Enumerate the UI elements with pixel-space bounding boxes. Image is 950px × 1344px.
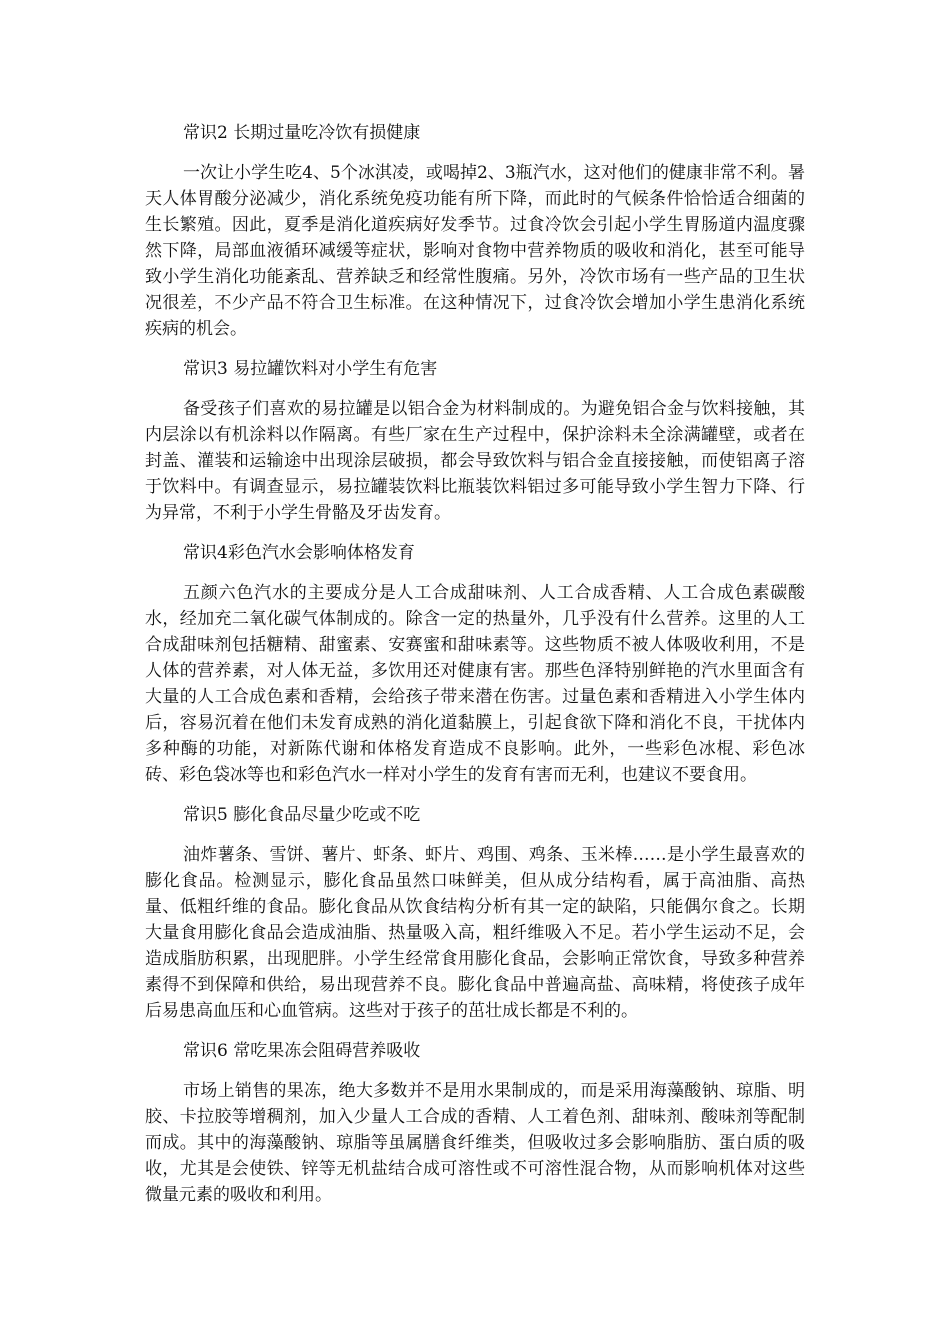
section-3: [145, 356, 805, 526]
document-page: [145, 120, 805, 1222]
section-heading: 常识5 膨化食品尽量少吃或不吃: [183, 805, 421, 825]
section-paragraph: 市场上销售的果冻，绝大多数并不是用水果制成的，而是采用海藻酸钠、琼脂、明胶、卡拉胶等增稠剂，加入少量人工合成的香精、人工着色剂、甜味剂、酸味剂等配制而成。其中的海藻酸钠、琼脂等虽属膳食纤维类，但吸收过多会影响脂肪、蛋白质的吸收，尤其是会使铁、锌等无机盐结合成可溶性或不可溶性混合物，从而影响机体对这些微量元素的吸收和利用。: [145, 1081, 805, 1205]
section-6: [145, 1038, 805, 1208]
section-4: [145, 540, 805, 788]
section-paragraph: 五颜六色汽水的主要成分是人工合成甜味剂、人工合成香精、人工合成色素碳酸水，经加充二氧化碳气体制成的。除含一定的热量外，几乎没有什么营养。这里的人工合成甜味剂包括糖精、甜蜜素、安赛蜜和甜味素等。这些物质不被人体吸收利用，不是人体的营养素，对人体无益，多饮用还对健康有害。那些色泽特别鲜艳的汽水里面含有大量的人工合成色素和香精，会给孩子带来潜在伤害。过量色素和香精进入小学生体内后，容易沉着在他们未发育成熟的消化道黏膜上，引起食欲下降和消化不良，干扰体内多种酶的功能，对新陈代谢和体格发育造成不良影响。此外，一些彩色冰棍、彩色冰砖、彩色袋冰等也和彩色汽水一样对小学生的发育有害而无利，也建议不要食用。: [145, 583, 805, 785]
section-heading: 常识6 常吃果冻会阻碍营养吸收: [183, 1041, 421, 1061]
section-paragraph: 一次让小学生吃4、5个冰淇凌，或喝掉2、3瓶汽水，这对他们的健康非常不利。暑天人体胃酸分泌减少，消化系统免疫功能有所下降，而此时的气候条件恰恰适合细菌的生长繁殖。因此，夏季是消化道疾病好发季节。过食冷饮会引起小学生胃肠道内温度骤然下降，局部血液循环减缓等症状，影响对食物中营养物质的吸收和消化，甚至可能导致小学生消化功能紊乱、营养缺乏和经常性腹痛。另外，冷饮市场有一些产品的卫生状况很差，不少产品不符合卫生标准。在这种情况下，过食冷饮会增加小学生患消化系统疾病的机会。: [145, 163, 805, 339]
section-heading: 常识2 长期过量吃冷饮有损健康: [183, 123, 421, 143]
section-5: [145, 802, 805, 1024]
section-paragraph: 备受孩子们喜欢的易拉罐是以铝合金为材料制成的。为避免铝合金与饮料接触，其内层涂以有机涂料以作隔离。有些厂家在生产过程中，保护涂料未全涂满罐壁，或者在封盖、灌装和运输途中出现涂层破损，都会导致饮料与铝合金直接接触，而使铝离子溶于饮料中。有调查显示，易拉罐装饮料比瓶装饮料铝过多可能导致小学生智力下降、行为异常，不利于小学生骨骼及牙齿发育。: [145, 399, 805, 523]
section-paragraph: 油炸薯条、雪饼、薯片、虾条、虾片、鸡围、鸡条、玉米棒……是小学生最喜欢的膨化食品。检测显示，膨化食品虽然口味鲜美，但从成分结构看，属于高油脂、高热量、低粗纤维的食品。膨化食品从饮食结构分析有其一定的缺陷，只能偶尔食之。长期大量食用膨化食品会造成油脂、热量吸入高，粗纤维吸入不足。若小学生运动不足，会造成脂肪积累，出现肥胖。小学生经常食用膨化食品，会影响正常饮食，导致多种营养素得不到保障和供给，易出现营养不良。膨化食品中普遍高盐、高味精，将使孩子成年后易患高血压和心血管病。这些对于孩子的茁壮成长都是不利的。: [145, 845, 805, 1021]
section-2: [145, 120, 805, 342]
section-heading: 常识3 易拉罐饮料对小学生有危害: [183, 359, 438, 379]
section-heading: 常识4彩色汽水会影响体格发育: [183, 543, 415, 563]
